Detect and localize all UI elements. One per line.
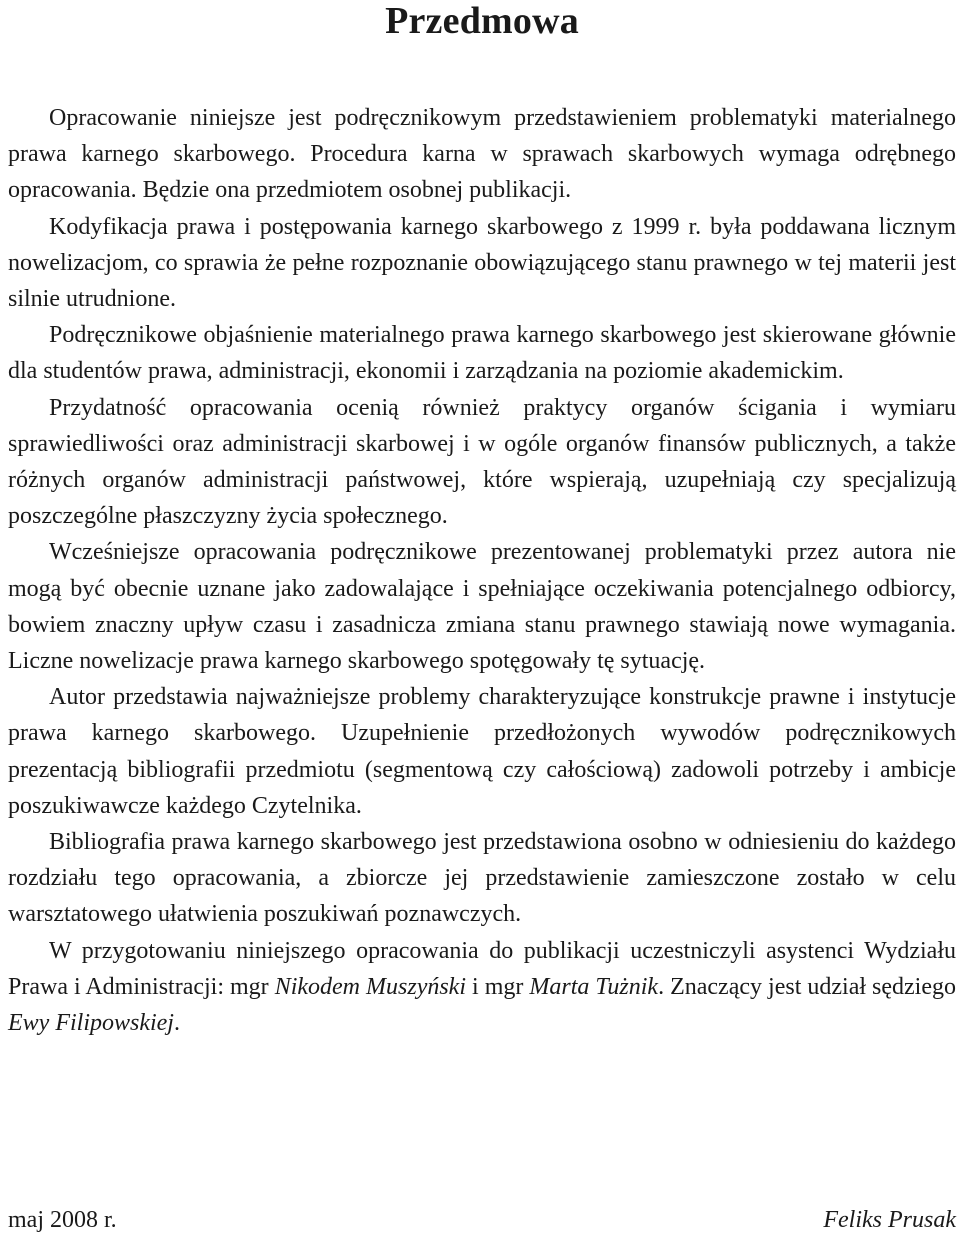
assistant-name: Nikodem Muszyński bbox=[274, 973, 466, 1000]
paragraph: Podręcznikowe objaśnienie materialnego prawa karnego skarbowego jest skierowane głównie dla studentów prawa, administracji, ekonomii i zarządzania na poziomie akademickim. bbox=[8, 322, 956, 385]
preface-body bbox=[8, 100, 956, 1041]
signature-line bbox=[8, 1202, 956, 1238]
final-paragraph-text: . bbox=[173, 1010, 180, 1037]
page bbox=[8, 0, 956, 1243]
author-signature: Feliks Prusak bbox=[823, 1207, 956, 1233]
date: maj 2008 r. bbox=[8, 1207, 117, 1233]
final-paragraph-text: i mgr bbox=[466, 973, 530, 1000]
judge-name: Ewy Filipowskiej bbox=[8, 1010, 174, 1037]
page-title: Przedmowa bbox=[385, 0, 579, 42]
paragraph: Wcześniejsze opracowania podręcznikowe prezentowanej problematyki przez autora nie mogą być obecnie uznane jako zadowalające i spełniające oczekiwania potencjalnego odbiorcy, bowiem znaczny upływ czasu i zasadnicza zmiana stanu prawnego stawiają nowe wymagania. Liczne nowelizacje prawa karnego skarbowego spotęgowały tę sytuację. bbox=[8, 539, 956, 675]
assistant-name: Marta Tużnik bbox=[529, 973, 659, 1000]
paragraph: Opracowanie niniejsze jest podręcznikowym przedstawieniem problematyki materialnego prawa karnego skarbowego. Procedura karna w sprawach skarbowych wymaga odrębnego opracowania. Będzie ona przedmiotem osobnej publikacji. bbox=[8, 105, 956, 204]
final-paragraph bbox=[8, 933, 956, 1042]
final-paragraph-text: W przygotowaniu niniejszego opracowania do publikacji uczestniczyli asystenci Wydziału Prawa i Administracji: mgr bbox=[8, 937, 956, 1000]
paragraph: Bibliografia prawa karnego skarbowego jest przedstawiona osobno w odniesieniu do każdego rozdziału tego opracowania, a zbiorcze jej przedstawienie zamieszczone zostało w celu warsztatowego ułatwienia poszukiwań poznawczych. bbox=[8, 829, 956, 928]
paragraph: Autor przedstawia najważniejsze problemy charakteryzujące konstrukcje prawne i instytucje prawa karnego skarbowego. Uzupełnienie przedłożonych wywodów podręcznikowych prezentacją bibliografii przedmiotu (segmentową czy całościową) zadowoli potrzeby i ambicje poszukiwawcze każdego Czytelnika. bbox=[8, 684, 956, 819]
paragraph: Przydatność opracowania ocenią również praktycy organów ścigania i wymiaru sprawiedliwości oraz administracji skarbowej i w ogóle organów finansów publicznych, a także różnych organów administracji państwowej, które wspierają, uzupełniają czy specjalizują poszczególne płaszczyzny życia społecznego. bbox=[8, 394, 956, 530]
final-paragraph-text: . Znaczący jest udział sędziego bbox=[658, 973, 956, 1000]
paragraph: Kodyfikacja prawa i postępowania karnego skarbowego z 1999 r. była poddawana licznym nowelizacjom, co sprawia że pełne rozpoznanie obowiązującego stanu prawnego w tej materii jest silnie utrudnione. bbox=[8, 213, 956, 313]
